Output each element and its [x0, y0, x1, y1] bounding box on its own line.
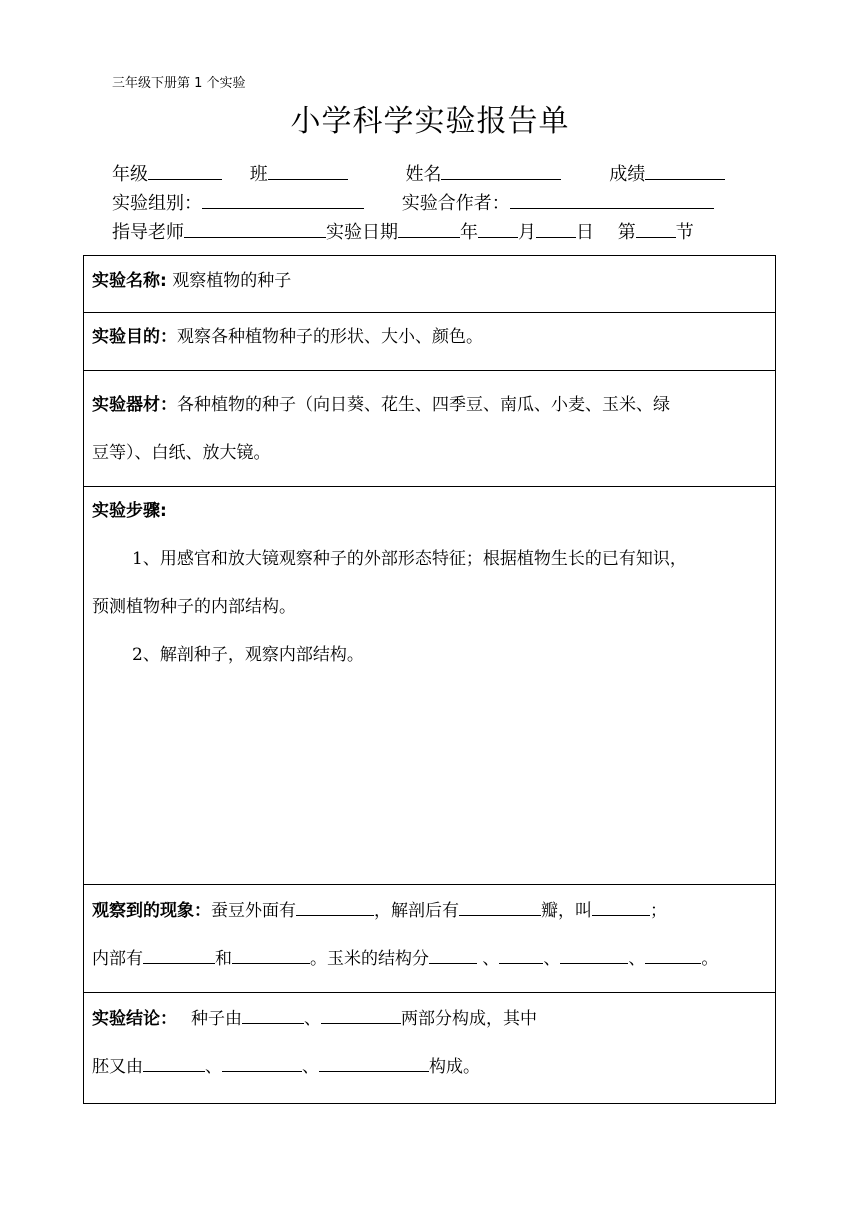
conclusion-text-3: 两部分构成，其中	[401, 1009, 537, 1029]
info-row-2	[112, 189, 714, 215]
name-field[interactable]	[441, 161, 561, 180]
conclusion-text-7: 构成。	[429, 1057, 480, 1077]
row-experiment-steps	[84, 487, 775, 885]
corn-part-4-blank[interactable]	[645, 947, 701, 964]
row-experiment-materials	[84, 371, 775, 487]
page-title: 小学科学实验报告单	[290, 104, 570, 139]
partner-field[interactable]	[510, 190, 714, 209]
period-field[interactable]	[636, 219, 676, 238]
step-1-line-2: 预测植物种子的内部结构。	[92, 597, 296, 617]
conclusion-text-1: 种子由	[191, 1009, 242, 1029]
name-label: 姓名	[405, 164, 442, 185]
conclusion-label: 实验结论：	[92, 1009, 177, 1029]
experiment-name-label: 实验名称	[92, 271, 160, 291]
phenomenon-text-1: 蚕豆外面有	[211, 901, 296, 921]
group-field[interactable]	[202, 190, 364, 209]
embryo-part-1-blank[interactable]	[143, 1055, 205, 1072]
conclusion-text-4: 胚又由	[92, 1057, 143, 1077]
phenomenon-text-10: 、	[628, 949, 646, 969]
partner-label: 实验合作者：	[401, 193, 510, 214]
score-field[interactable]	[645, 161, 725, 180]
step-2: 2、解剖种子，观察内部结构。	[132, 645, 364, 665]
info-row-3	[112, 218, 694, 244]
period-prefix: 第	[617, 222, 636, 243]
experiment-name-value: 观察植物的种子	[172, 271, 292, 291]
grade-field[interactable]	[148, 161, 222, 180]
materials-line-1: 各种植物的种子（向日葵、花生、四季豆、南瓜、小麦、玉米、绿	[177, 395, 670, 415]
phenomenon-text-9: 、	[543, 949, 561, 969]
embryo-part-3-blank[interactable]	[319, 1055, 429, 1072]
date-month-field[interactable]	[478, 219, 518, 238]
phenomenon-text-4: ；	[650, 901, 667, 921]
seed-part-2-blank[interactable]	[321, 1007, 401, 1024]
teacher-label: 指导老师	[112, 222, 184, 243]
class-label: 班	[249, 164, 268, 185]
seed-coat-blank[interactable]	[296, 899, 374, 916]
corn-part-1-blank[interactable]	[429, 947, 477, 964]
phenomenon-text-5: 内部有	[92, 949, 143, 969]
embryo-part-2-blank[interactable]	[222, 1055, 302, 1072]
period-suffix: 节	[675, 222, 694, 243]
date-label: 实验日期	[326, 222, 398, 243]
phenomenon-text-11: 。	[701, 949, 719, 969]
cotyledon-count-blank[interactable]	[459, 899, 541, 916]
cotyledon-name-blank[interactable]	[592, 899, 650, 916]
group-label: 实验组别：	[112, 193, 202, 214]
phenomenon-text-8: 、	[477, 949, 500, 969]
phenomenon-text-6: 和	[215, 949, 232, 969]
report-table	[83, 255, 776, 1104]
row-conclusion	[84, 993, 775, 1103]
score-label: 成绩	[609, 164, 646, 185]
phenomenon-text-2: ，解剖后有	[374, 901, 459, 921]
class-field[interactable]	[268, 161, 348, 180]
month-label: 月	[518, 222, 536, 243]
conclusion-text-5: 、	[205, 1057, 222, 1077]
steps-label: 实验步骤:	[92, 501, 167, 521]
step-1-line-1: 1、用感官和放大镜观察种子的外部形态特征；根据植物生长的已有知识，	[132, 549, 687, 569]
purpose-label: 实验目的：	[92, 327, 177, 347]
inner-part-1-blank[interactable]	[143, 947, 215, 964]
corn-part-2-blank[interactable]	[499, 947, 543, 964]
materials-label: 实验器材：	[92, 395, 177, 415]
row-phenomenon	[84, 885, 775, 993]
grade-lesson-note: 三年级下册第 1 个实验	[112, 76, 246, 91]
phenomenon-text-7: 。玉米的结构分	[310, 949, 429, 969]
seed-part-1-blank[interactable]	[242, 1007, 304, 1024]
info-row-1	[112, 160, 725, 186]
day-label: 日	[576, 222, 594, 243]
purpose-value: 观察各种植物种子的形状、大小、颜色。	[177, 327, 483, 347]
year-label: 年	[460, 222, 478, 243]
date-year-field[interactable]	[398, 219, 460, 238]
inner-part-2-blank[interactable]	[232, 947, 310, 964]
conclusion-text-2: 、	[304, 1009, 321, 1029]
date-day-field[interactable]	[536, 219, 576, 238]
corn-part-3-blank[interactable]	[560, 947, 628, 964]
conclusion-text-6: 、	[302, 1057, 319, 1077]
materials-line-2: 豆等）、白纸、放大镜。	[92, 443, 271, 463]
phenomenon-label: 观察到的现象：	[92, 901, 211, 921]
grade-label: 年级	[112, 164, 148, 185]
phenomenon-text-3: 瓣，叫	[541, 901, 592, 921]
experiment-name-colon: :	[160, 271, 167, 291]
teacher-field[interactable]	[184, 219, 326, 238]
row-experiment-purpose	[84, 313, 775, 371]
row-experiment-name	[84, 256, 775, 313]
